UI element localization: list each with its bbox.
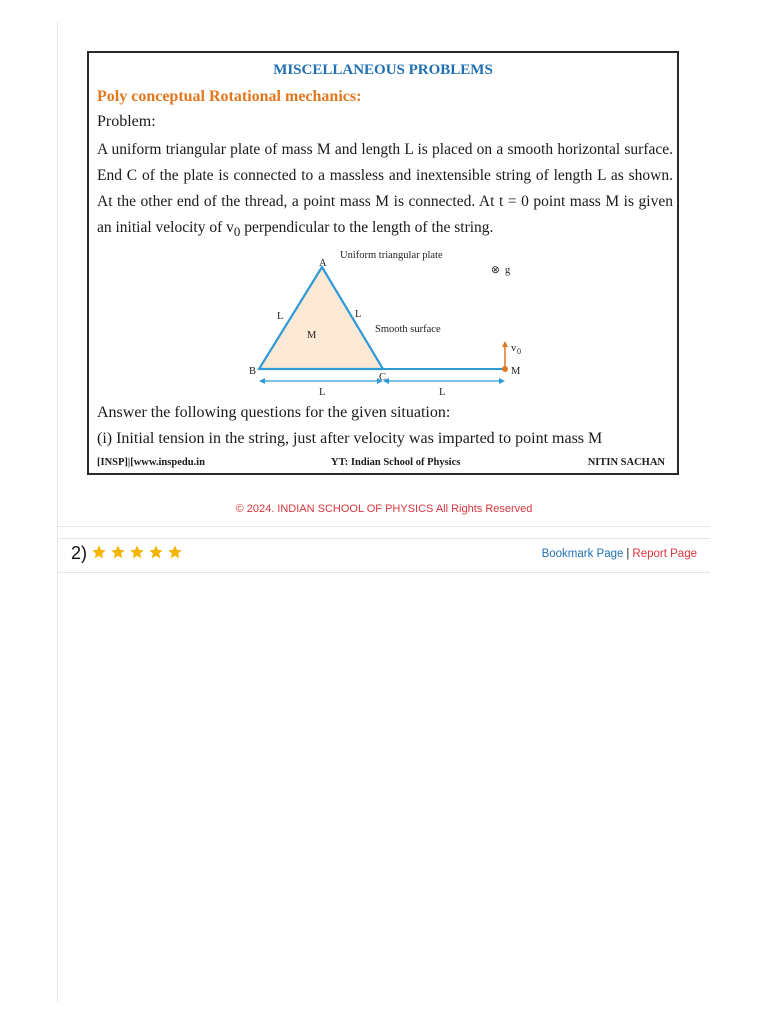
problem-statement — [97, 137, 673, 245]
side-right-label: L — [355, 309, 362, 320]
question-1: (i) Initial tension in the string, just after velocity was imparted to point mass M — [97, 430, 603, 447]
star-icon[interactable] — [91, 544, 107, 560]
velocity-label: v — [511, 343, 517, 354]
base-length-label: L — [319, 387, 326, 398]
gravity-symbol: ⊗ — [491, 265, 500, 276]
card-2-top-border — [58, 538, 710, 539]
copyright-notice: © 2024. INDIAN SCHOOL OF PHYSICS All Rights Reserved — [235, 503, 533, 515]
star-icon[interactable] — [110, 544, 126, 560]
doc-footer — [97, 457, 669, 471]
link-separator: | — [626, 548, 630, 560]
surface-label: Smooth surface — [375, 324, 441, 335]
side-left-label: L — [277, 311, 284, 322]
star-rating[interactable] — [91, 544, 183, 560]
vertex-a-label: A — [319, 258, 327, 269]
vertex-b-label: B — [249, 366, 257, 377]
gravity-label: g — [505, 265, 511, 276]
vertex-c-label: C — [379, 372, 387, 383]
page-number-label: 2) — [71, 543, 88, 563]
footer-author: NITIN SACHAN — [587, 457, 665, 468]
point-mass-label: M — [511, 366, 521, 377]
doc-subheading: Poly conceptual Rotational mechanics: — [97, 88, 362, 105]
page-actions — [542, 548, 697, 560]
star-icon[interactable] — [129, 544, 145, 560]
problem-text-part1: A uniform triangular plate of mass M and length L is placed on a smooth horizontal surface. End C of the plate is connected to a massless and inextensible string of length L as shown. At the other end of the thread, a point mass M is connected. At t = 0 point mass M is given an initial velocity of v — [97, 141, 673, 236]
card-2-bottom-border — [58, 572, 710, 573]
dim-arrowhead-left-1 — [259, 378, 265, 384]
document-page-image — [87, 51, 679, 475]
velocity-subscript: 0 — [517, 347, 521, 356]
footer-youtube: YT: Indian School of Physics — [331, 457, 461, 468]
bookmark-page-link[interactable]: Bookmark Page — [541, 548, 624, 560]
plate-mass-label: M — [307, 330, 317, 341]
point-mass — [502, 366, 508, 372]
velocity-arrowhead — [502, 341, 508, 347]
report-page-link[interactable]: Report Page — [632, 548, 697, 560]
problem-text-subscript: 0 — [233, 224, 241, 240]
problem-label: Problem: — [97, 113, 156, 130]
dim-arrowhead-right-2 — [499, 378, 505, 384]
star-icon[interactable] — [167, 544, 183, 560]
problem-text-part2: perpendicular to the length of the string. — [240, 219, 494, 236]
triangle-plate-figure — [229, 241, 549, 401]
footer-website: [INSP]|[www.inspedu.in — [97, 457, 205, 468]
doc-heading: MISCELLANEOUS PROBLEMS — [273, 62, 493, 78]
string-length-label: L — [439, 387, 446, 398]
figure-title: Uniform triangular plate — [340, 250, 443, 261]
answer-intro: Answer the following questions for the given situation: — [97, 404, 451, 421]
star-icon[interactable] — [148, 544, 164, 560]
